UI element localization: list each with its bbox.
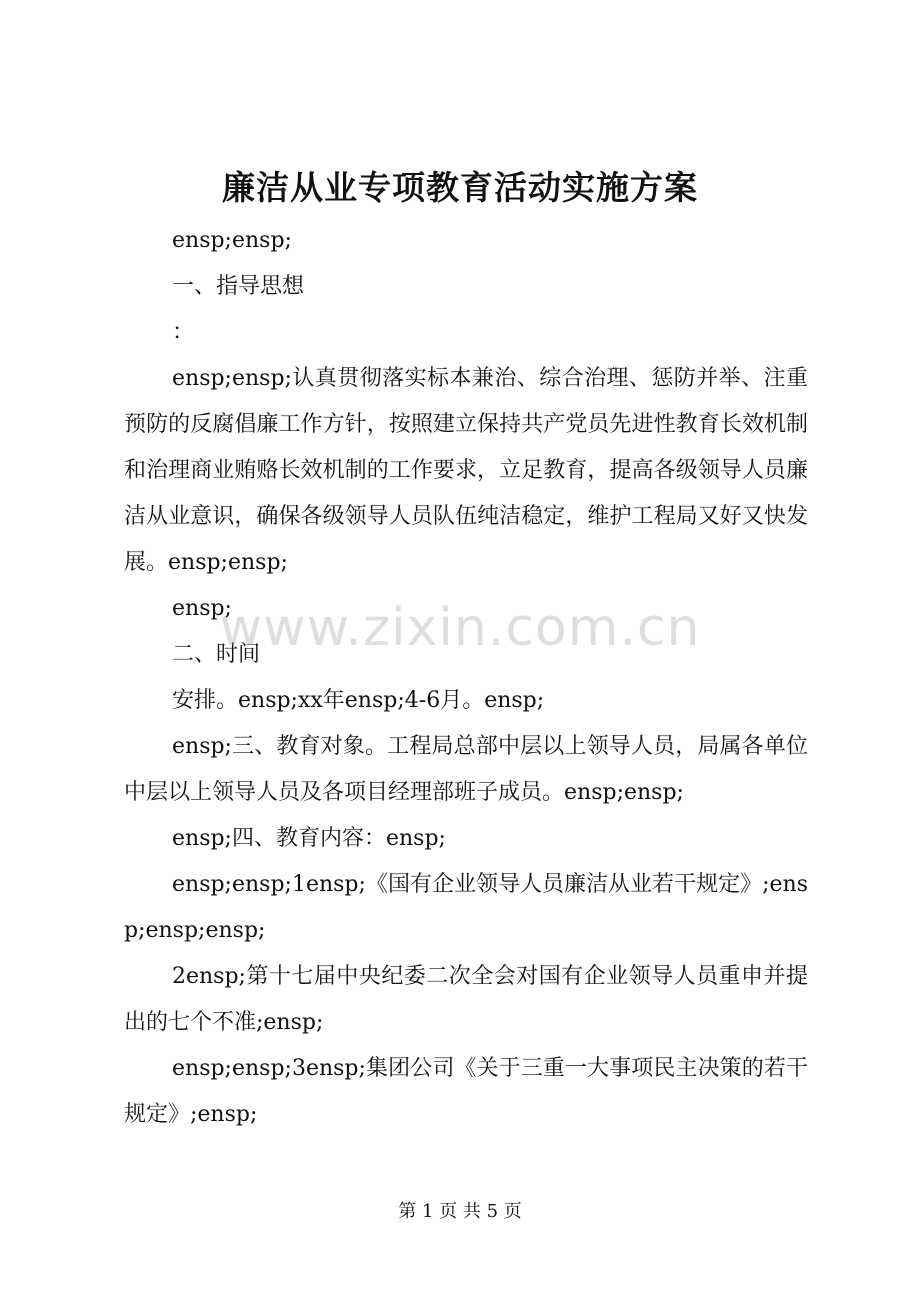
paragraph: 2ensp;第十七届中央纪委二次全会对国有企业领导人员重申并提出的七个不准;ensp; (124, 964, 808, 1035)
paragraph: ensp; (172, 596, 232, 621)
page-footer: 第 1 页 共 5 页 (398, 1201, 522, 1222)
paragraph: ： (172, 320, 195, 345)
document-body (124, 218, 808, 1138)
watermark: www.zixin.com.cn (219, 598, 701, 658)
section-heading: 一、指导思想 (172, 274, 305, 299)
section-heading: 二、时间 (172, 642, 261, 667)
paragraph: ensp;四、教育内容：ensp; (172, 826, 446, 851)
paragraph: ensp;ensp;3ensp;集团公司《关于三重一大事项民主决策的若干规定》;ensp; (124, 1056, 808, 1127)
paragraph: 安排。ensp;xx年ensp;4-6月。ensp; (172, 688, 545, 713)
document-title: 廉洁从业专项教育活动实施方案 (222, 168, 698, 207)
paragraph: ensp;ensp; (172, 228, 292, 253)
paragraph: ensp;ensp;认真贯彻落实标本兼治、综合治理、惩防并举、注重预防的反腐倡廉工作方针，按照建立保持共产党员先进性教育长效机制和治理商业贿赂长效机制的工作要求，立足教育，提高各级领导人员廉洁从业意识，确保各级领导人员队伍纯洁稳定，维护工程局又好又快发展。ensp;ensp; (124, 366, 808, 575)
paragraph: ensp;ensp;1ensp;《国有企业领导人员廉洁从业若干规定》;ensp;ensp;ensp; (124, 872, 808, 943)
paragraph: ensp;三、教育对象。工程局总部中层以上领导人员，局属各单位中层以上领导人员及各项目经理部班子成员。ensp;ensp; (124, 734, 808, 805)
